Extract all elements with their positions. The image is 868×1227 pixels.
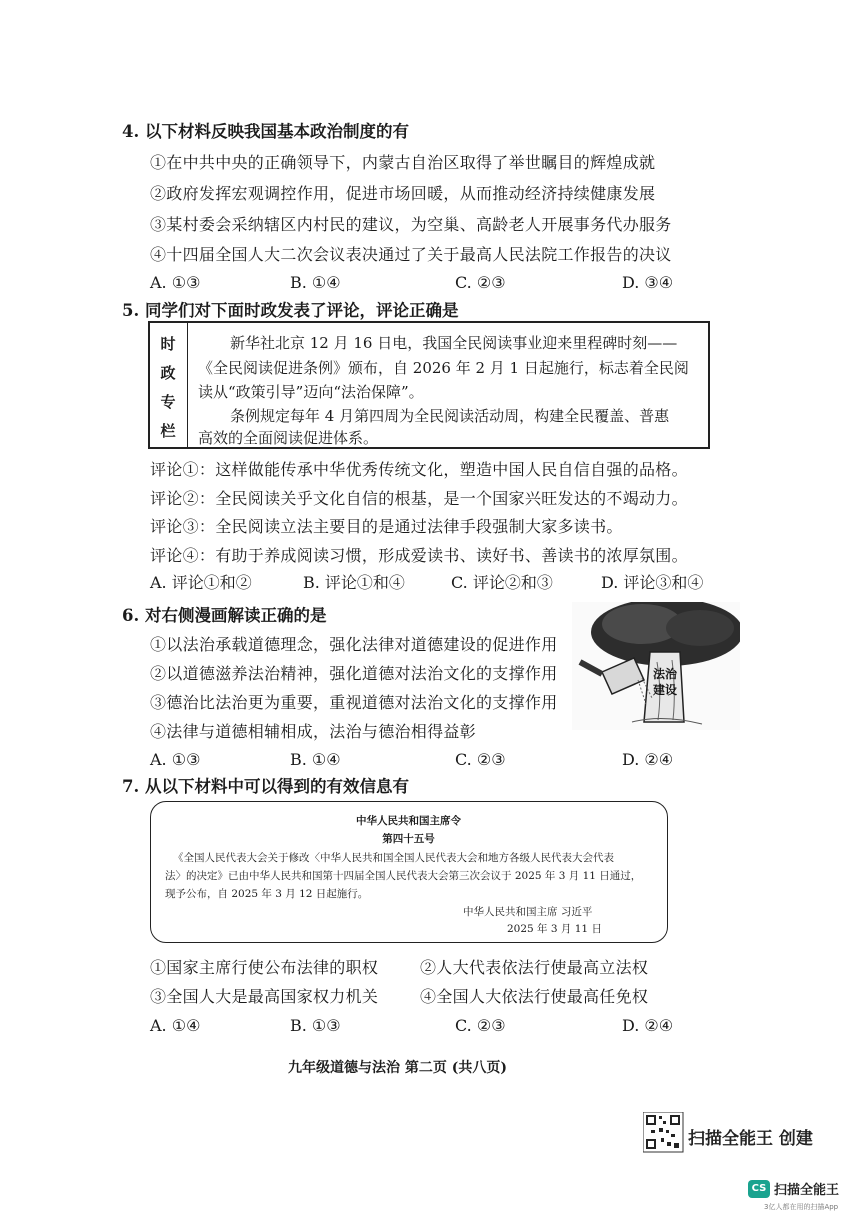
q5-option-c: C. 评论②和③: [451, 573, 553, 592]
decree-body-2: 法〉的决定》已由中华人民共和国第十四届全国人民代表大会第三次会议于 2025 年 3 月 11 日通过，: [165, 870, 642, 882]
q6-item-2: ②以道德滋养法治精神，强化道德对法治文化的支撑作用: [150, 664, 558, 683]
camscanner-app-name: 扫描全能王: [774, 1183, 840, 1198]
decree-date: 2025 年 3 月 11 日: [507, 923, 602, 935]
page-footer: 九年级道德与法治 第二页 (共八页): [288, 1060, 507, 1076]
news-line-4: 条例规定每年 4 月第四周为全民阅读活动周，构建全民覆盖、普惠: [230, 407, 670, 425]
side-char-4: 栏: [160, 422, 176, 440]
cartoon-label-1: 法治: [652, 667, 678, 681]
q6-option-d: D. ②④: [622, 750, 674, 769]
q4-option-a: A. ①③: [150, 273, 201, 292]
q6-item-1: ①以法治承载道德理念，强化法律对道德建设的促进作用: [150, 635, 558, 654]
q5-option-d: D. 评论③和④: [601, 573, 704, 592]
decree-number: 第四十五号: [382, 833, 435, 845]
q4-item-2: ②政府发挥宏观调控作用，促进市场回暖，从而推动经济持续健康发展: [150, 184, 656, 203]
q4-item-1: ①在中共中央的正确领导下，内蒙古自治区取得了举世瞩目的辉煌成就: [150, 153, 656, 172]
decree-title: 中华人民共和国主席令: [356, 815, 461, 827]
news-line-2: 《全民阅读促进条例》颁布，自 2026 年 2 月 1 日起施行，标志着全民阅: [198, 359, 689, 377]
news-box-side-label: [150, 323, 188, 447]
q5-stem: 5. 同学们对下面时政发表了评论，评论正确是: [122, 301, 459, 320]
decree-body-1: 《全国人民代表大会关于修改〈中华人民共和国全国人民代表大会和地方各级人民代表大会代表: [173, 852, 614, 864]
side-char-1: 时: [160, 335, 176, 353]
q6-option-b: B. ①④: [290, 750, 341, 769]
q7-item-4: ④全国人大依法行使最高任免权: [420, 987, 649, 1006]
q7-item-1: ①国家主席行使公布法律的职权: [150, 958, 379, 977]
q4-option-d: D. ③④: [622, 273, 674, 292]
decree-body-3: 现予公布，自 2025 年 3 月 12 日起施行。: [165, 888, 369, 900]
q4-option-c: C. ②③: [455, 273, 506, 292]
decree-box: [150, 801, 668, 943]
q4-stem: 4. 以下材料反映我国基本政治制度的有: [122, 122, 409, 141]
news-box: [148, 321, 710, 449]
q4-item-4: ④十四届全国人大二次会议表决通过了关于最高人民法院工作报告的决议: [150, 245, 672, 264]
news-line-3: 读从“政策引导”迈向“法治保障”。: [198, 383, 424, 401]
q5-comment-4: 评论④：有助于养成阅读习惯，形成爱读书、读好书、善读书的浓厚氛围。: [150, 546, 688, 565]
q5-comment-2: 评论②：全民阅读关乎文化自信的根基，是一个国家兴旺发达的不竭动力。: [150, 489, 688, 508]
q7-options: [150, 1016, 690, 1038]
camscanner-logo-icon: CS: [748, 1180, 770, 1198]
q5-options: [150, 570, 704, 592]
q6-item-4: ④法律与道德相辅相成，法治与德治相得益彰: [150, 722, 477, 741]
decree-signer: 中华人民共和国主席 习近平: [463, 906, 593, 918]
q7-stem: 7. 从以下材料中可以得到的有效信息有: [122, 777, 409, 796]
q5-comment-1: 评论①：这样做能传承中华优秀传统文化，塑造中国人民自信自强的品格。: [150, 460, 688, 479]
cartoon-label-2: 建设: [652, 683, 678, 697]
q5-option-b: B. 评论①和④: [303, 573, 405, 592]
side-char-3: 专: [160, 393, 176, 411]
q7-option-d: D. ②④: [622, 1016, 674, 1035]
cartoon-tree-image: [572, 602, 740, 730]
q7-option-a: A. ①④: [150, 1016, 201, 1035]
q4-options: [150, 273, 690, 295]
side-char-2: 政: [160, 364, 176, 382]
q7-item-3: ③全国人大是最高国家权力机关: [150, 987, 379, 1006]
q7-option-b: B. ①③: [290, 1016, 341, 1035]
q6-option-c: C. ②③: [455, 750, 506, 769]
q6-option-a: A. ①③: [150, 750, 201, 769]
q4-option-b: B. ①④: [290, 273, 341, 292]
q5-option-a: A. 评论①和②: [150, 573, 252, 592]
news-line-1: 新华社北京 12 月 16 日电，我国全民阅读事业迎来里程碑时刻——: [230, 334, 678, 352]
q7-item-2: ②人大代表依法行使最高立法权: [420, 958, 649, 977]
q6-options: [150, 750, 690, 772]
q7-option-c: C. ②③: [455, 1016, 506, 1035]
camscanner-tagline: 3亿人都在用的扫描App: [764, 1203, 839, 1211]
q4-item-3: ③某村委会采纳辖区内村民的建议，为空巢、高龄老人开展事务代办服务: [150, 215, 672, 234]
scanner-watermark-text: 扫描全能王 创建: [688, 1129, 813, 1149]
q6-item-3: ③德治比法治更为重要，重视道德对法治文化的支撑作用: [150, 693, 558, 712]
q6-stem: 6. 对右侧漫画解读正确的是: [122, 606, 327, 625]
news-line-5: 高效的全面阅读促进体系。: [198, 429, 379, 447]
q5-comment-3: 评论③：全民阅读立法主要目的是通过法律手段强制大家多读书。: [150, 517, 623, 536]
